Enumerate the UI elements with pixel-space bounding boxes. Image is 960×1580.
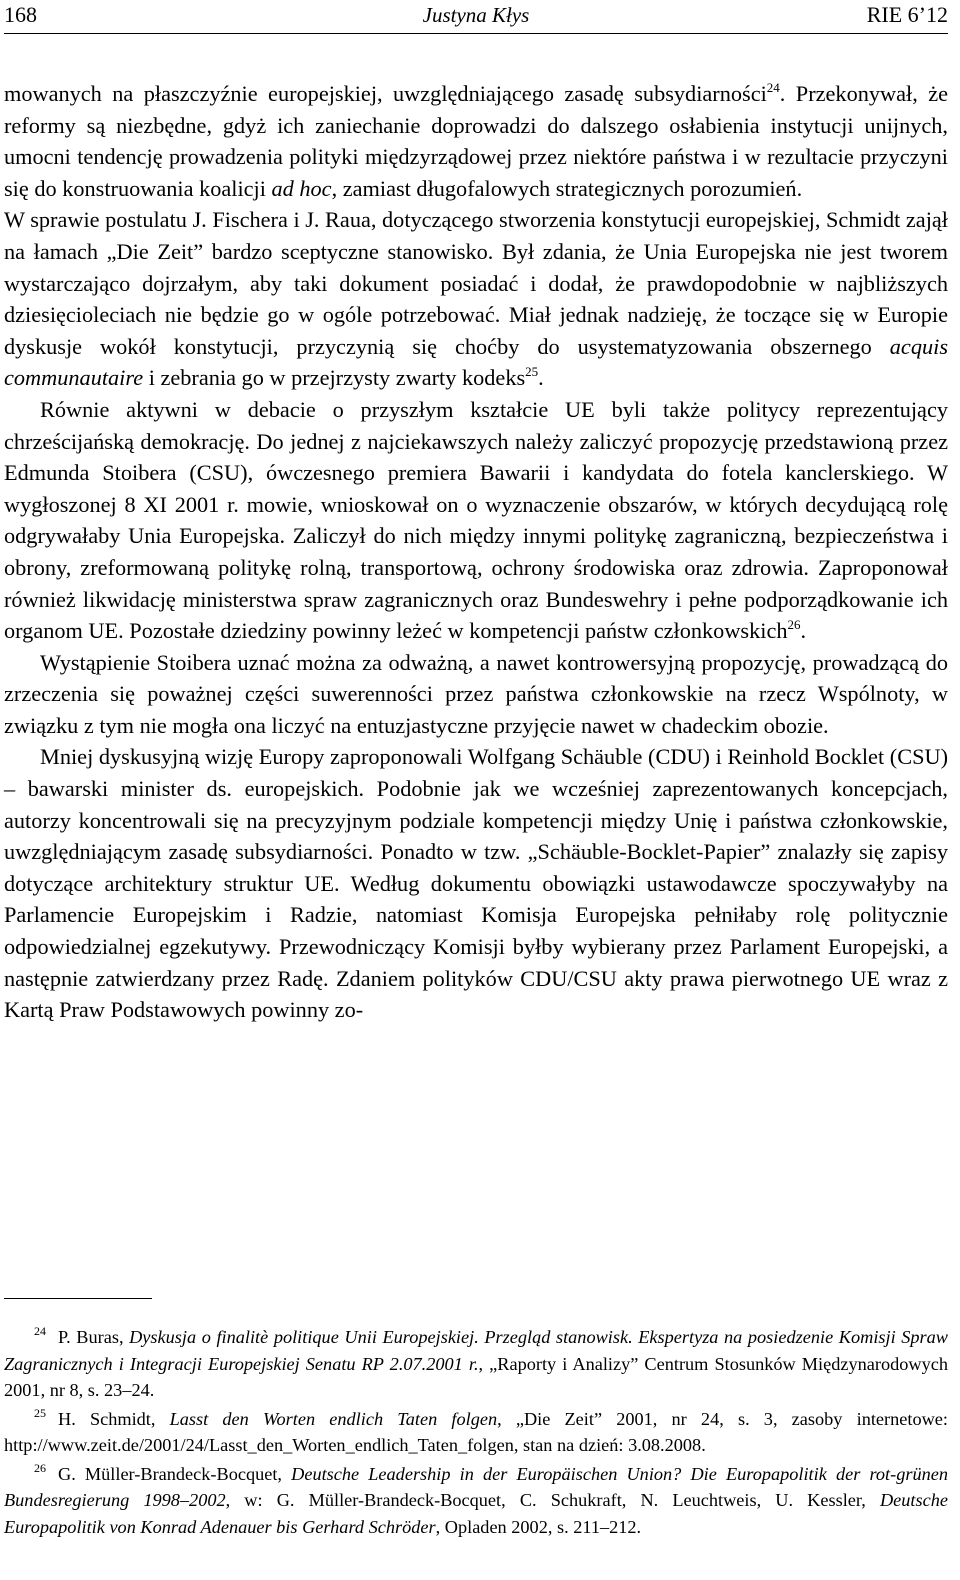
footnote-text: , „Die Zeit” 2001, nr 24, s. 3, zasoby internetowe: http://www.zeit.de/2001/24/Lasst_den_Worten_endlich_Taten_folgen, stan na dzień: 3.08.2008. (4, 1408, 948, 1455)
footnote-24 (4, 1324, 948, 1404)
footnote-number: 24 (34, 1324, 46, 1338)
paragraph-text: i zebrania go w przejrzysty zwarty kodeks (143, 365, 526, 391)
paragraph-text: Równie aktywni w debacie o przyszłym kształcie UE byli także politycy reprezentujący chrześcijańską demokrację. Do jednej z najciekawszych należy zaliczyć propozycję przedstawioną przez Edmunda Stoibera (CSU), ówczesnego premiera Bawarii i kandydata do fotela kanclerskiego. W wygłoszonej 8 XI 2001 r. mowie, wnioskował on o wyznaczenie obszarów, w których decydującą rolę odgrywałaby Unia Europejska. Zaliczył do nich między innymi politykę zagraniczną, bezpieczeństwa i obrony, zreformowaną politykę rolną, transportową, ochrony środowiska oraz zdrowia. Zaproponował również likwidację ministerstwa spraw zagranicznych oraz Bundeswehry i pełne podporządkowanie ich organom UE. Pozostałe dziedziny powinny leżeć w kompetencji państw członkowskich (4, 396, 948, 644)
paragraph-text: , zamiast długofalowych strategicznych porozumień. (331, 175, 803, 201)
footnote-text: , Opladen 2002, s. 211–212. (435, 1516, 642, 1537)
running-header (4, 0, 948, 34)
paragraph-text: W sprawie postulatu J. Fischera i J. Raua, dotyczącego stworzenia konstytucji europejskiej, Schmidt zajął na łamach „Die Zeit” bardzo sceptyczne stanowisko. Był zdania, że Unia Europejska nie jest tworem wystarczająco dojrzałym, aby taki dokument posiadać i dodał, że prawdopodobnie w najbliższych dziesięcioleciach nie będzie go w ogóle potrzebować. Miał jednak nadzieję, że toczące się w Europie dyskusje wokół konstytucji, przyczynią się choćby do usystematyzowania obszernego (4, 207, 948, 359)
footnote-separator (4, 1298, 152, 1299)
italic-phrase: ad hoc (271, 175, 332, 201)
footnote-number: 26 (34, 1460, 46, 1475)
page-number: 168 (4, 2, 37, 27)
paragraph-1 (4, 78, 948, 204)
footnote-title: Lasst den Worten endlich Taten folgen (169, 1408, 498, 1429)
footnotes (4, 1324, 948, 1542)
running-head-author: Justyna Kłys (422, 3, 530, 27)
footnote-ref-24[interactable]: 24 (766, 80, 780, 95)
footnote-text: P. Buras, (58, 1327, 130, 1347)
journal-issue: RIE 6’12 (866, 2, 948, 27)
paragraph-text: . Przekonywał, że reformy są niezbędne, gdyż ich zaniechanie doprowadzi do dalszego osłabienia instytucji unijnych, umocni tendencję prowadzenia polityki międzyrządowej przez niektóre państwa i w rezultacie przyczyni się do konstruowania koalicji (4, 81, 949, 201)
footnote-text: H. Schmidt, (58, 1408, 170, 1429)
footnote-title: Dyskusja o finalitè politique Unii Europejskiej. Przegląd stanowisk. Ekspertyza na posiedzenie Komisji Spraw Zagranicznych i Integracji Europejskiej Senatu RP 2.07.2001 r. (4, 1327, 948, 1374)
footnote-text: , „Raporty i Analizy” Centrum Stosunków Międzynarodowych 2001, nr 8, s. 23–24. (4, 1353, 948, 1400)
footnote-ref-26[interactable]: 26 (787, 617, 801, 633)
footnote-title: Deutsche Leadership in der Europäischen Union? Die Europapolitik der rot-grünen Bundesregierung 1998–2002 (4, 1463, 948, 1510)
footnote-26 (4, 1461, 948, 1541)
paragraph-text: . (800, 618, 807, 644)
footnote-number: 25 (34, 1405, 46, 1420)
footnote-ref-25[interactable]: 25 (525, 364, 539, 380)
main-text (4, 78, 948, 1026)
paragraph-2 (4, 204, 948, 394)
footnote-title: Deutsche Europapolitik von Konrad Adenauer bis Gerhard Schröder (4, 1490, 948, 1537)
paragraph-3 (4, 394, 948, 647)
paragraph-4: Wystąpienie Stoibera uznać można za odważną, a nawet kontrowersyjną propozycję, prowadzącą do zrzeczenia się poważnej części suwerenności przez państwa członkowskie na rzecz Wspólnoty, w związku z tym nie mogła ona liczyć na entuzjastyczne przyjęcie nawet w chadeckim obozie. (4, 649, 948, 738)
footnote-25 (4, 1406, 948, 1459)
paragraph-5: Mniej dyskusyjną wizję Europy zaproponowali Wolfgang Schäuble (CDU) i Reinhold Bocklet (CSU) – bawarski minister ds. europejskich. Podobnie jak we wcześniej zaprezentowanych koncepcjach, autorzy koncentrowali się na precyzyjnym podziale kompetencji między Unię i państwa członkowskie, uwzględniającym zasadę subsydiarności. Ponadto w tzw. „Schäuble-Bocklet-Papier” znalazły się zapisy dotyczące architektury struktur UE. Według dokumentu obowiązki ustawodawcze spoczywałyby na Parlamencie Europejskim i Radzie, natomiast Komisja Europejska pełniłaby rolę politycznie odpowiedzialnej egzekutywy. Przewodniczący Komisji byłby wybierany przez Parlament Europejski, a następnie zatwierdzany przez Radę. Zdaniem polityków CDU/CSU akty prawa pierwotnego UE wraz z Kartą Praw Podstawowych powinny zo- (4, 744, 948, 1023)
paragraph-text: mowanych na płaszczyźnie europejskiej, uwzględniającego zasadę subsydiarności (4, 81, 767, 106)
paragraph-text: . (538, 365, 544, 391)
footnote-text: , w: G. Müller-Brandeck-Bocquet, C. Schukraft, N. Leuchtweis, U. Kessler, (225, 1490, 880, 1510)
italic-phrase: acquis communautaire (4, 333, 948, 391)
header-rule (4, 33, 948, 34)
footnote-text: G. Müller-Brandeck-Bocquet, (58, 1463, 292, 1484)
